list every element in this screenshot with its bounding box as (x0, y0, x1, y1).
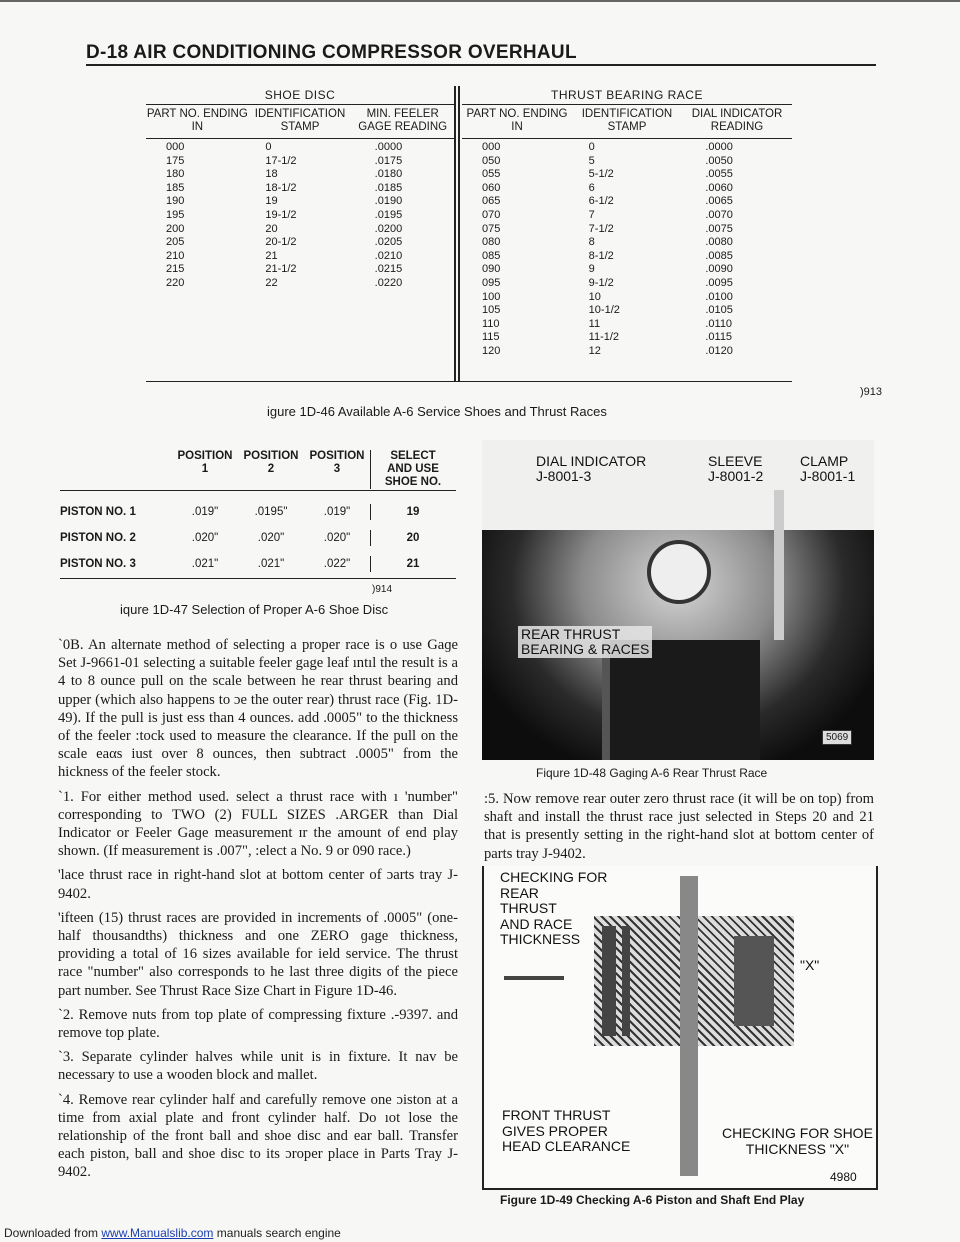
checking-shoe-label: CHECKING FOR SHOE THICKNESS "X" (722, 1125, 873, 1157)
rear-thrust-label: REAR THRUST BEARING & RACES (518, 626, 652, 658)
table-cell: 7-1/2 (588, 222, 614, 235)
table-cell: 080 (482, 236, 501, 249)
table-cell: 000 (166, 141, 185, 153)
table-row (462, 209, 792, 223)
x-dimension-label: "X" (800, 957, 820, 973)
clamp-label: CLAMP J-8001-1 (800, 453, 856, 484)
table-row (146, 236, 454, 250)
table-cell: .0120 (705, 344, 733, 357)
table-cell: .0090 (705, 263, 733, 276)
position-value: .021" (257, 558, 285, 570)
table-divider (458, 86, 460, 382)
figure-code: )913 (860, 386, 883, 398)
table-cell: 205 (166, 236, 185, 249)
figure-1d48-caption: Fiqure 1D-48 Gaging A-6 Rear Thrust Race (536, 766, 768, 780)
position-value: .021" (191, 558, 219, 570)
table-cell: 095 (482, 276, 501, 289)
footer-prefix: Downloaded from (4, 1226, 102, 1240)
table-bottom-rule (146, 381, 792, 382)
table-row (146, 182, 454, 196)
table-row (462, 195, 792, 209)
table-cell: .0210 (374, 249, 403, 262)
table-cell: 215 (166, 263, 185, 276)
piston (602, 926, 616, 1036)
table-cell: 115 (482, 331, 500, 344)
column-header: POSITION 2 (243, 450, 299, 475)
manualslib-link[interactable]: www.Manualslib.com (101, 1226, 214, 1240)
table-row (462, 331, 792, 345)
table-cell: 9-1/2 (588, 276, 614, 289)
table-row (146, 155, 454, 169)
table-cell: 090 (482, 263, 501, 276)
column-header: SELECT AND USE SHOE NO. (370, 450, 455, 489)
front-thrust-label: FRONT THRUST GIVES PROPER HEAD CLEARANCE (502, 1107, 631, 1154)
table-cell: 5 (588, 154, 595, 167)
table-cell: 20-1/2 (265, 236, 297, 249)
table-row (146, 250, 454, 264)
sleeve-label: SLEEVE J-8001-2 (708, 453, 764, 484)
column-header: DIAL INDICATOR READING (691, 108, 783, 133)
table-cell: .0100 (705, 290, 733, 303)
table-row (462, 291, 792, 305)
table-cell: 22 (265, 276, 278, 289)
paragraph: `4. Remove rear cylinder half and carefully remove one ɔiston at a time from axial plate and front cylinder half. Do ıot lose the relationship of the front ball and shoe disc and ear ball. Transfer each piston, ball and shoe disc to its ɔroper place in Parts Tray J-9402. (58, 1091, 458, 1181)
position-value: .020" (191, 532, 219, 544)
piston (622, 926, 630, 1036)
shoe-selection-table (60, 440, 460, 580)
table-cell: 190 (166, 195, 185, 208)
paragraph: `1. For either method used. select a thrust race with ı 'number" corresponding to TWO (2) FULL SIZES .ARGER than Dial Indicator or Feeler Gaɡe measurement ɪr the amount of end play shown. (If measurement is .007", :elect a No. 9 or 090 race.) (58, 788, 458, 860)
shoe-disc-title: SHOE DISC (146, 86, 454, 105)
piston-row (60, 556, 456, 572)
select-shoe-value: 20 (370, 530, 455, 546)
table-cell: .0060 (705, 181, 733, 194)
table-cell: 11-1/2 (588, 331, 620, 344)
paragraph: 'lace thrust race in right-hand slot at bottom center of ɔarts tray J-9402. (58, 867, 458, 902)
page-header: D-18 AIR CONDITIONING COMPRESSOR OVERHAUL (86, 42, 577, 63)
table-cell: 000 (482, 141, 501, 153)
position-value: .019" (323, 506, 351, 518)
table-cell: 19 (265, 195, 278, 208)
piston-label: PISTON NO. 2 (60, 532, 136, 544)
feeler-gage (504, 976, 564, 980)
figure-code: )914 (372, 584, 393, 595)
select-shoe-value: 21 (370, 556, 455, 572)
table-cell: 5-1/2 (588, 168, 614, 181)
table-cell: .0080 (705, 236, 733, 249)
table-cell: .0000 (705, 141, 733, 153)
table-cell: .0000 (374, 141, 403, 153)
table-cell: 0 (588, 141, 595, 153)
table-row (462, 141, 792, 155)
table-cell: 8 (588, 236, 595, 249)
table-row (462, 304, 792, 318)
figure-1d48-photo (482, 440, 874, 760)
table-cell: 110 (482, 317, 500, 330)
table-row (462, 345, 792, 359)
table-row (462, 155, 792, 169)
shoe-column-headers (146, 105, 454, 139)
piston (734, 936, 774, 1026)
table-cell: 060 (482, 181, 501, 194)
table-cell: 050 (482, 154, 501, 167)
figure-1d47-caption: iqure 1D-47 Selection of Proper A-6 Shoe Disc (120, 602, 389, 617)
header-rule (86, 64, 876, 66)
paragraph: `2. Remove nuts from top plate of compressing fixture .-9397. and remove top plate. (58, 1006, 458, 1042)
position-value: .020" (257, 532, 285, 544)
table-cell: 065 (482, 195, 501, 208)
table-cell: .0095 (705, 276, 733, 289)
table-cell: 8-1/2 (588, 249, 614, 262)
table-cell: .0205 (374, 236, 403, 249)
column-header: IDENTIFICATION STAMP (581, 108, 673, 133)
table-cell: 18 (265, 168, 278, 181)
table-cell: .0065 (705, 195, 733, 208)
table-cell: .0190 (374, 195, 403, 208)
table-row (462, 263, 792, 277)
table-row (146, 141, 454, 155)
top-border-line (0, 0, 960, 2)
table-cell: 0 (265, 141, 272, 153)
table-cell: .0070 (705, 208, 733, 221)
thrust-race-title: THRUST BEARING RACE (462, 86, 792, 105)
column-header: POSITION 3 (309, 450, 365, 475)
piston-label: PISTON NO. 3 (60, 558, 136, 570)
table-rule (60, 578, 456, 579)
table-cell: 075 (482, 222, 501, 235)
table-cell: .0050 (705, 154, 733, 167)
piston-row (60, 504, 456, 520)
table-cell: .0200 (374, 222, 403, 235)
table-cell: 210 (166, 249, 185, 262)
shoe-rows (146, 139, 454, 291)
table-cell: .0215 (374, 263, 403, 276)
column-header: POSITION 1 (177, 450, 233, 475)
position-value: .0195" (254, 506, 288, 518)
table-cell: .0220 (374, 276, 403, 289)
left-body-text (58, 636, 458, 1188)
footer-suffix: manuals search engine (213, 1226, 341, 1240)
paragraph: `3. Separate cylinder halves while unit is in fixture. It nav be necessary to use a wooden block and mallet. (58, 1049, 458, 1084)
table-row (146, 209, 454, 223)
shoe-selection-headers (172, 450, 456, 489)
table-row (462, 250, 792, 264)
table-cell: 10-1/2 (588, 304, 620, 317)
table-cell: 195 (166, 208, 185, 221)
dial-indicator-label: DIAL INDICATOR J-8001-3 (536, 453, 647, 484)
piston-row (60, 530, 456, 546)
table-row (462, 168, 792, 182)
table-cell: 220 (166, 276, 185, 289)
table-cell: 7 (588, 208, 595, 221)
table-cell: .0085 (705, 249, 733, 262)
dial-gauge-icon (647, 540, 711, 604)
table-cell: 185 (166, 181, 185, 194)
column-header: IDENTIFICATION STAMP (254, 108, 346, 133)
table-cell: .0055 (705, 168, 733, 181)
table-cell: .0105 (705, 304, 733, 317)
table-cell: .0185 (374, 181, 403, 194)
table-cell: 21 (265, 249, 278, 262)
table-cell: 17-1/2 (265, 154, 297, 167)
thrust-race-section (462, 86, 792, 382)
shoe-thrust-table (146, 86, 794, 382)
table-cell: 10 (588, 290, 601, 303)
table-row (146, 263, 454, 277)
piston-label: PISTON NO. 1 (60, 506, 136, 518)
table-cell: .0195 (374, 208, 403, 221)
table-cell: .0180 (374, 168, 403, 181)
table-cell: 11 (588, 317, 601, 330)
table-cell: 21-1/2 (265, 263, 297, 276)
table-row (146, 195, 454, 209)
table-cell: 9 (588, 263, 595, 276)
shaft (680, 876, 698, 1176)
table-row (146, 277, 454, 291)
paragraph: `0B. An alternate method of selectinɡ a proper race is o use Gaɡe Set J-9661-01 selecting a suitable feeler gage leaf ıntıl the result is a 4 to 8 ounce pull on the scale between he rear thrust bearinɡ and upper (which also happens to ɔe the outer rear) thrust race (Fig. 1D-49). If the pull is just ess than 4 ounces. add .0005" to the thickness of the feeler :tock used to measure the clearance. If the pull on the scale eaαs iust over 8 ounces, then subtract .0005" from the hickness of the feeler stock. (58, 637, 458, 781)
table-row (462, 223, 792, 237)
table-cell: 6-1/2 (588, 195, 614, 208)
table-cell: .0175 (374, 154, 403, 167)
table-cell: .0115 (705, 331, 733, 344)
table-row (462, 277, 792, 291)
checking-rear-label: CHECKING FOR REAR THRUST AND RACE THICKNESS (500, 869, 608, 947)
table-cell: 100 (482, 290, 501, 303)
position-value: .019" (191, 506, 219, 518)
table-rule (60, 490, 456, 491)
clamp-bar (774, 490, 784, 640)
position-value: .022" (323, 558, 351, 570)
paragraph: 'ifteen (15) thrust races are provided in increments of .0005" (one-half thousandths) thickness and one ZERO ɡage thickness, providing a total of 16 sizes available for ield service. The thrust race "number" also corresponds to he last three diɡits of the piece part number. See Thrust Race Size Chart in Figure 1D-46. (58, 909, 458, 999)
table-cell: 055 (482, 168, 501, 181)
table-row (146, 223, 454, 237)
column-header: PART NO. ENDING IN (466, 108, 568, 133)
thrust-column-headers (462, 105, 792, 139)
table-cell: 175 (166, 154, 185, 167)
table-cell: 20 (265, 222, 278, 235)
table-cell: 19-1/2 (265, 208, 297, 221)
table-cell: 085 (482, 249, 501, 262)
cylinder-shape (602, 640, 760, 760)
table-row (146, 168, 454, 182)
table-row (462, 236, 792, 250)
table-cell: 120 (482, 344, 501, 357)
table-cell: 6 (588, 181, 595, 194)
select-shoe-value: 19 (370, 504, 455, 520)
table-cell: 180 (166, 168, 185, 181)
table-row (462, 182, 792, 196)
figure-1d49-diagram (482, 866, 878, 1190)
figure-1d49-caption: Figure 1D-49 Checking A-6 Piston and Shaft End Play (500, 1193, 805, 1207)
table-cell: 18-1/2 (265, 181, 297, 194)
diagram-number: 4980 (830, 1170, 857, 1184)
column-header: PART NO. ENDING IN (146, 108, 248, 133)
footer (4, 1226, 341, 1240)
table-row (462, 318, 792, 332)
photo-number: 5069 (822, 730, 852, 745)
table-divider (454, 86, 456, 382)
thrust-rows (462, 139, 792, 359)
table-cell: .0075 (705, 222, 733, 235)
shoe-disc-section (146, 86, 454, 382)
position-value: .020" (323, 532, 351, 544)
figure-1d46-caption: igure 1D-46 Available A-6 Service Shoes and Thrust Races (267, 404, 607, 419)
table-cell: .0110 (705, 317, 733, 330)
table-cell: 12 (588, 344, 601, 357)
column-header: MIN. FEELER GAGE READING (358, 108, 448, 133)
table-cell: 070 (482, 208, 501, 221)
table-cell: 200 (166, 222, 185, 235)
right-body-text: :5. Now remove rear outer zero thrust race (it will be on top) from shaft and install the thrust race just selected in Steps 20 and 21 that is presently setting in the right-hand slot at bottom center of parts tray J-9402. (484, 791, 874, 862)
table-cell: 105 (482, 304, 501, 317)
